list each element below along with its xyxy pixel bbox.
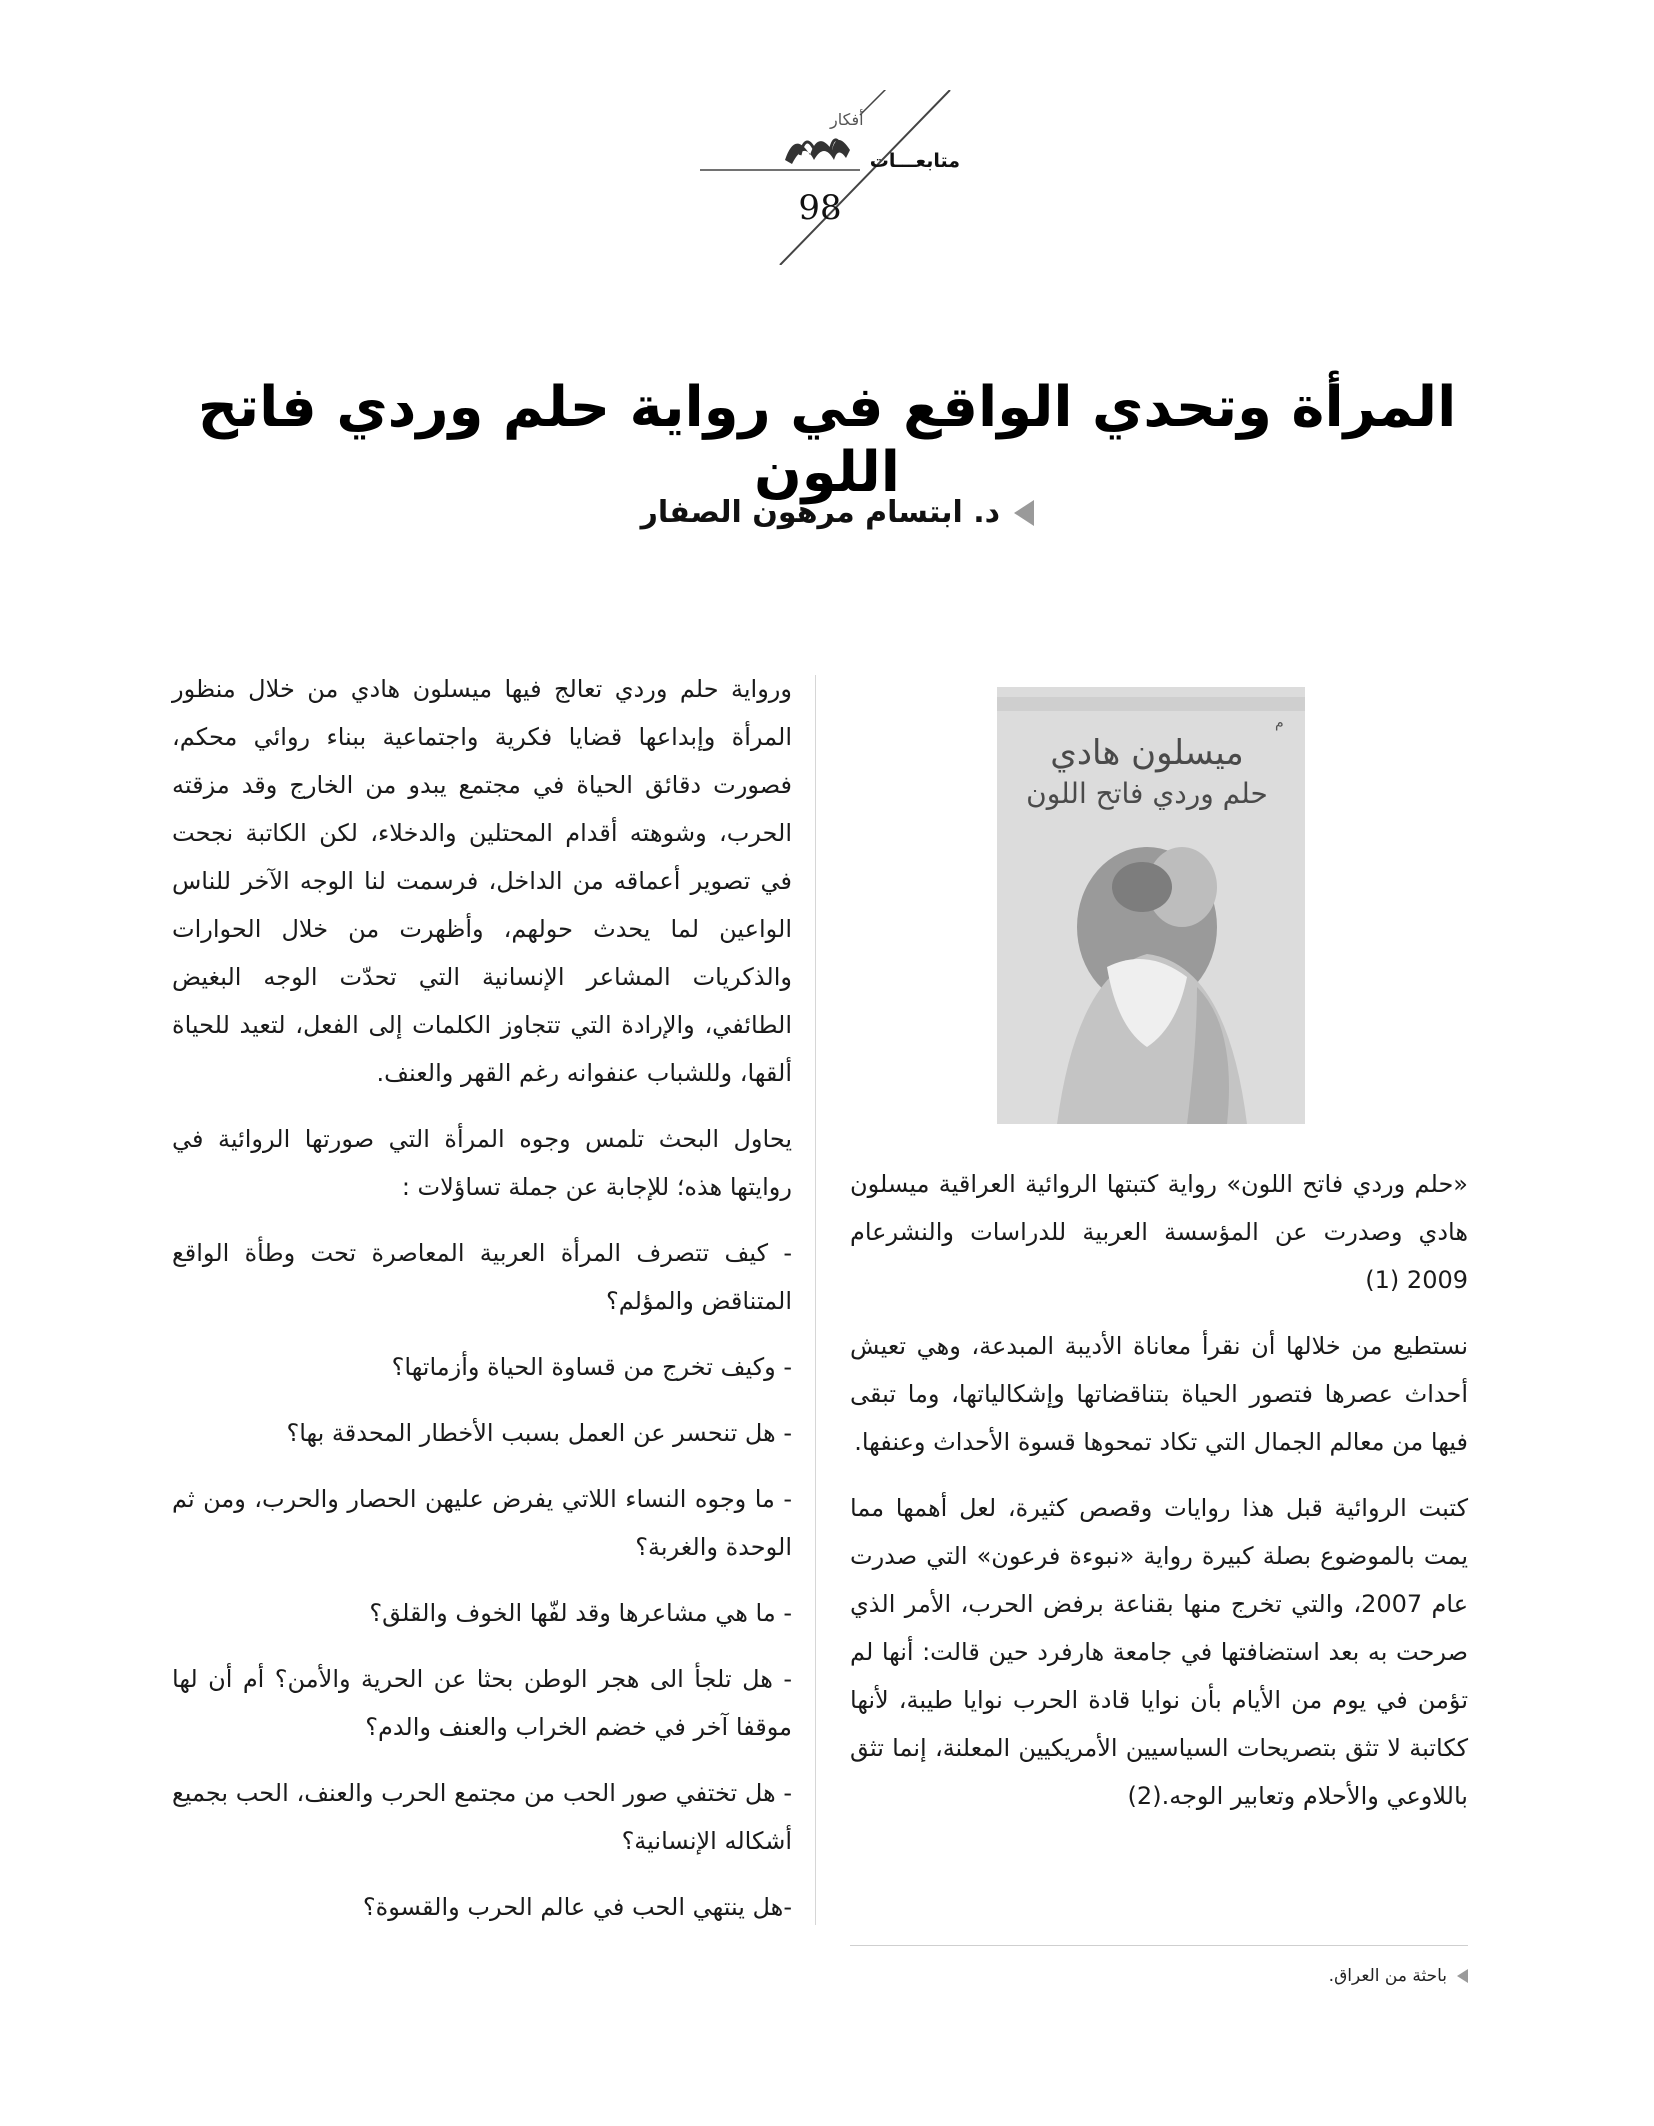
paragraph: نستطيع من خلالها أن نقرأ معاناة الأديبة المبدعة، وهي تعيش أحداث عصرها فتصور الحياة بتناقضاتها وإشكالياتها، وما تبقى فيها من معالم الجمال التي تكاد تمحوها قسوة الأحداث وعنفها. [850,1332,1468,1456]
footnote-text: باحثة من العراق. [1328,1966,1447,1986]
page-number: 98 [798,188,842,228]
triangle-bullet-icon [1457,1969,1468,1983]
footnote [1329,1966,1468,1986]
cover-top-stripe [997,697,1305,711]
article-title: المرأة وتحدي الواقع في رواية حلم وردي فاتح اللون [197,375,1457,505]
footnote-rule [850,1945,1468,1946]
paragraph: ورواية حلم وردي تعالج فيها ميسلون هادي من خلال منظور المرأة وإبداعها قضايا فكرية واجتماعية ببناء روائي محكم، فصورت دقائق الحياة في مجتمع يبدو من الخارج وقد مزقته الحرب، وشوهته أقدام المحتلين والدخلاء، لكن الكاتبة نجحت في تصوير أعماقه من الداخل، فرسمت لنا الوجه الآخر للناس الواعين لما يحدث حولهم، وأظهرت من خلال الحوارات والذكريات المشاعر الإنسانية التي تحدّت الوجه البغيض الطائفي، والإرادة التي تتجاوز الكلمات إلى الفعل، لتعيد للحياة ألقها، وللشباب عنفوانه رغم القهر والعنف. [172,675,792,1087]
question-item: - وكيف تخرج من قساوة الحياة وأزماتها؟ [391,1353,792,1381]
question-item: - كيف تتصرف المرأة العربية المعاصرة تحت وطأة الواقع المتناقض والمؤلم؟ [172,1239,792,1315]
author-byline [641,495,1034,530]
left-column [172,665,792,1949]
paragraph: كتبت الروائية قبل هذا روايات وقصص كثيرة، لعل أهمها مما يمت بالموضوع بصلة كبيرة رواية «نبوءة فرعون» التي صدرت عام 2007، والتي تخرج منها بقناعة برفض الحرب، الأمر الذي صرحت به بعد استضافتها في جامعة هارفرد حين قالت: أنها لم تؤمن في يوم من الأيام بأن نوايا قادة الحرب نوايا طيبة، لأنها ككاتبة لا تثق بتصريحات السياسيين الأمريكيين المعلنة، إنما تثق باللاوعي والأحلام وتعابير الوجه.(2) [850,1494,1469,1810]
question-item: - ما هي مشاعرها وقد لفّها الخوف والقلق؟ [369,1599,792,1627]
section-label: متابعـــات [869,150,960,172]
right-column [850,1160,1468,1838]
question-item: - هل تنحسر عن العمل بسبب الأخطار المحدقة بها؟ [286,1419,792,1447]
column-divider [815,675,816,1925]
question-item: - هل تلجأ الى هجر الوطن بحثا عن الحرية والأمن؟ أم أن لها موقفا آخر في خضم الخراب والعنف والدم؟ [172,1665,792,1741]
question-item: -هل ينتهي الحب في عالم الحرب والقسوة؟ [362,1893,792,1921]
triangle-bullet-icon [1014,500,1034,526]
paragraph: «حلم وردي فاتح اللون» رواية كتبتها الروائية العراقية ميسلون هادي وصدرت عن المؤسسة العربية للدراسات والنشرعام 2009 (1) [850,1170,1468,1294]
cover-illustration [997,817,1305,1124]
publisher-mark: م [1275,715,1284,731]
question-item: - هل تختفي صور الحب من مجتمع الحرب والعنف، الحب بجميع أشكاله الإنسانية؟ [172,1779,792,1855]
book-author: ميسلون هادي [1050,733,1244,773]
book-title: حلم وردي فاتح اللون [1026,777,1268,810]
author-name: د. ابتسام مرهون الصفار [640,495,1000,530]
logo-text: أفكار [830,110,864,129]
magazine-logo [680,90,970,265]
book-cover-image [997,687,1305,1124]
question-item: - ما وجوه النساء اللاتي يفرض عليهن الحصار والحرب، ومن ثم الوحدة والغربة؟ [172,1485,792,1561]
paragraph: يحاول البحث تلمس وجوه المرأة التي صورتها الروائية في روايتها هذه؛ للإجابة عن جملة تساؤلات : [172,1125,792,1201]
